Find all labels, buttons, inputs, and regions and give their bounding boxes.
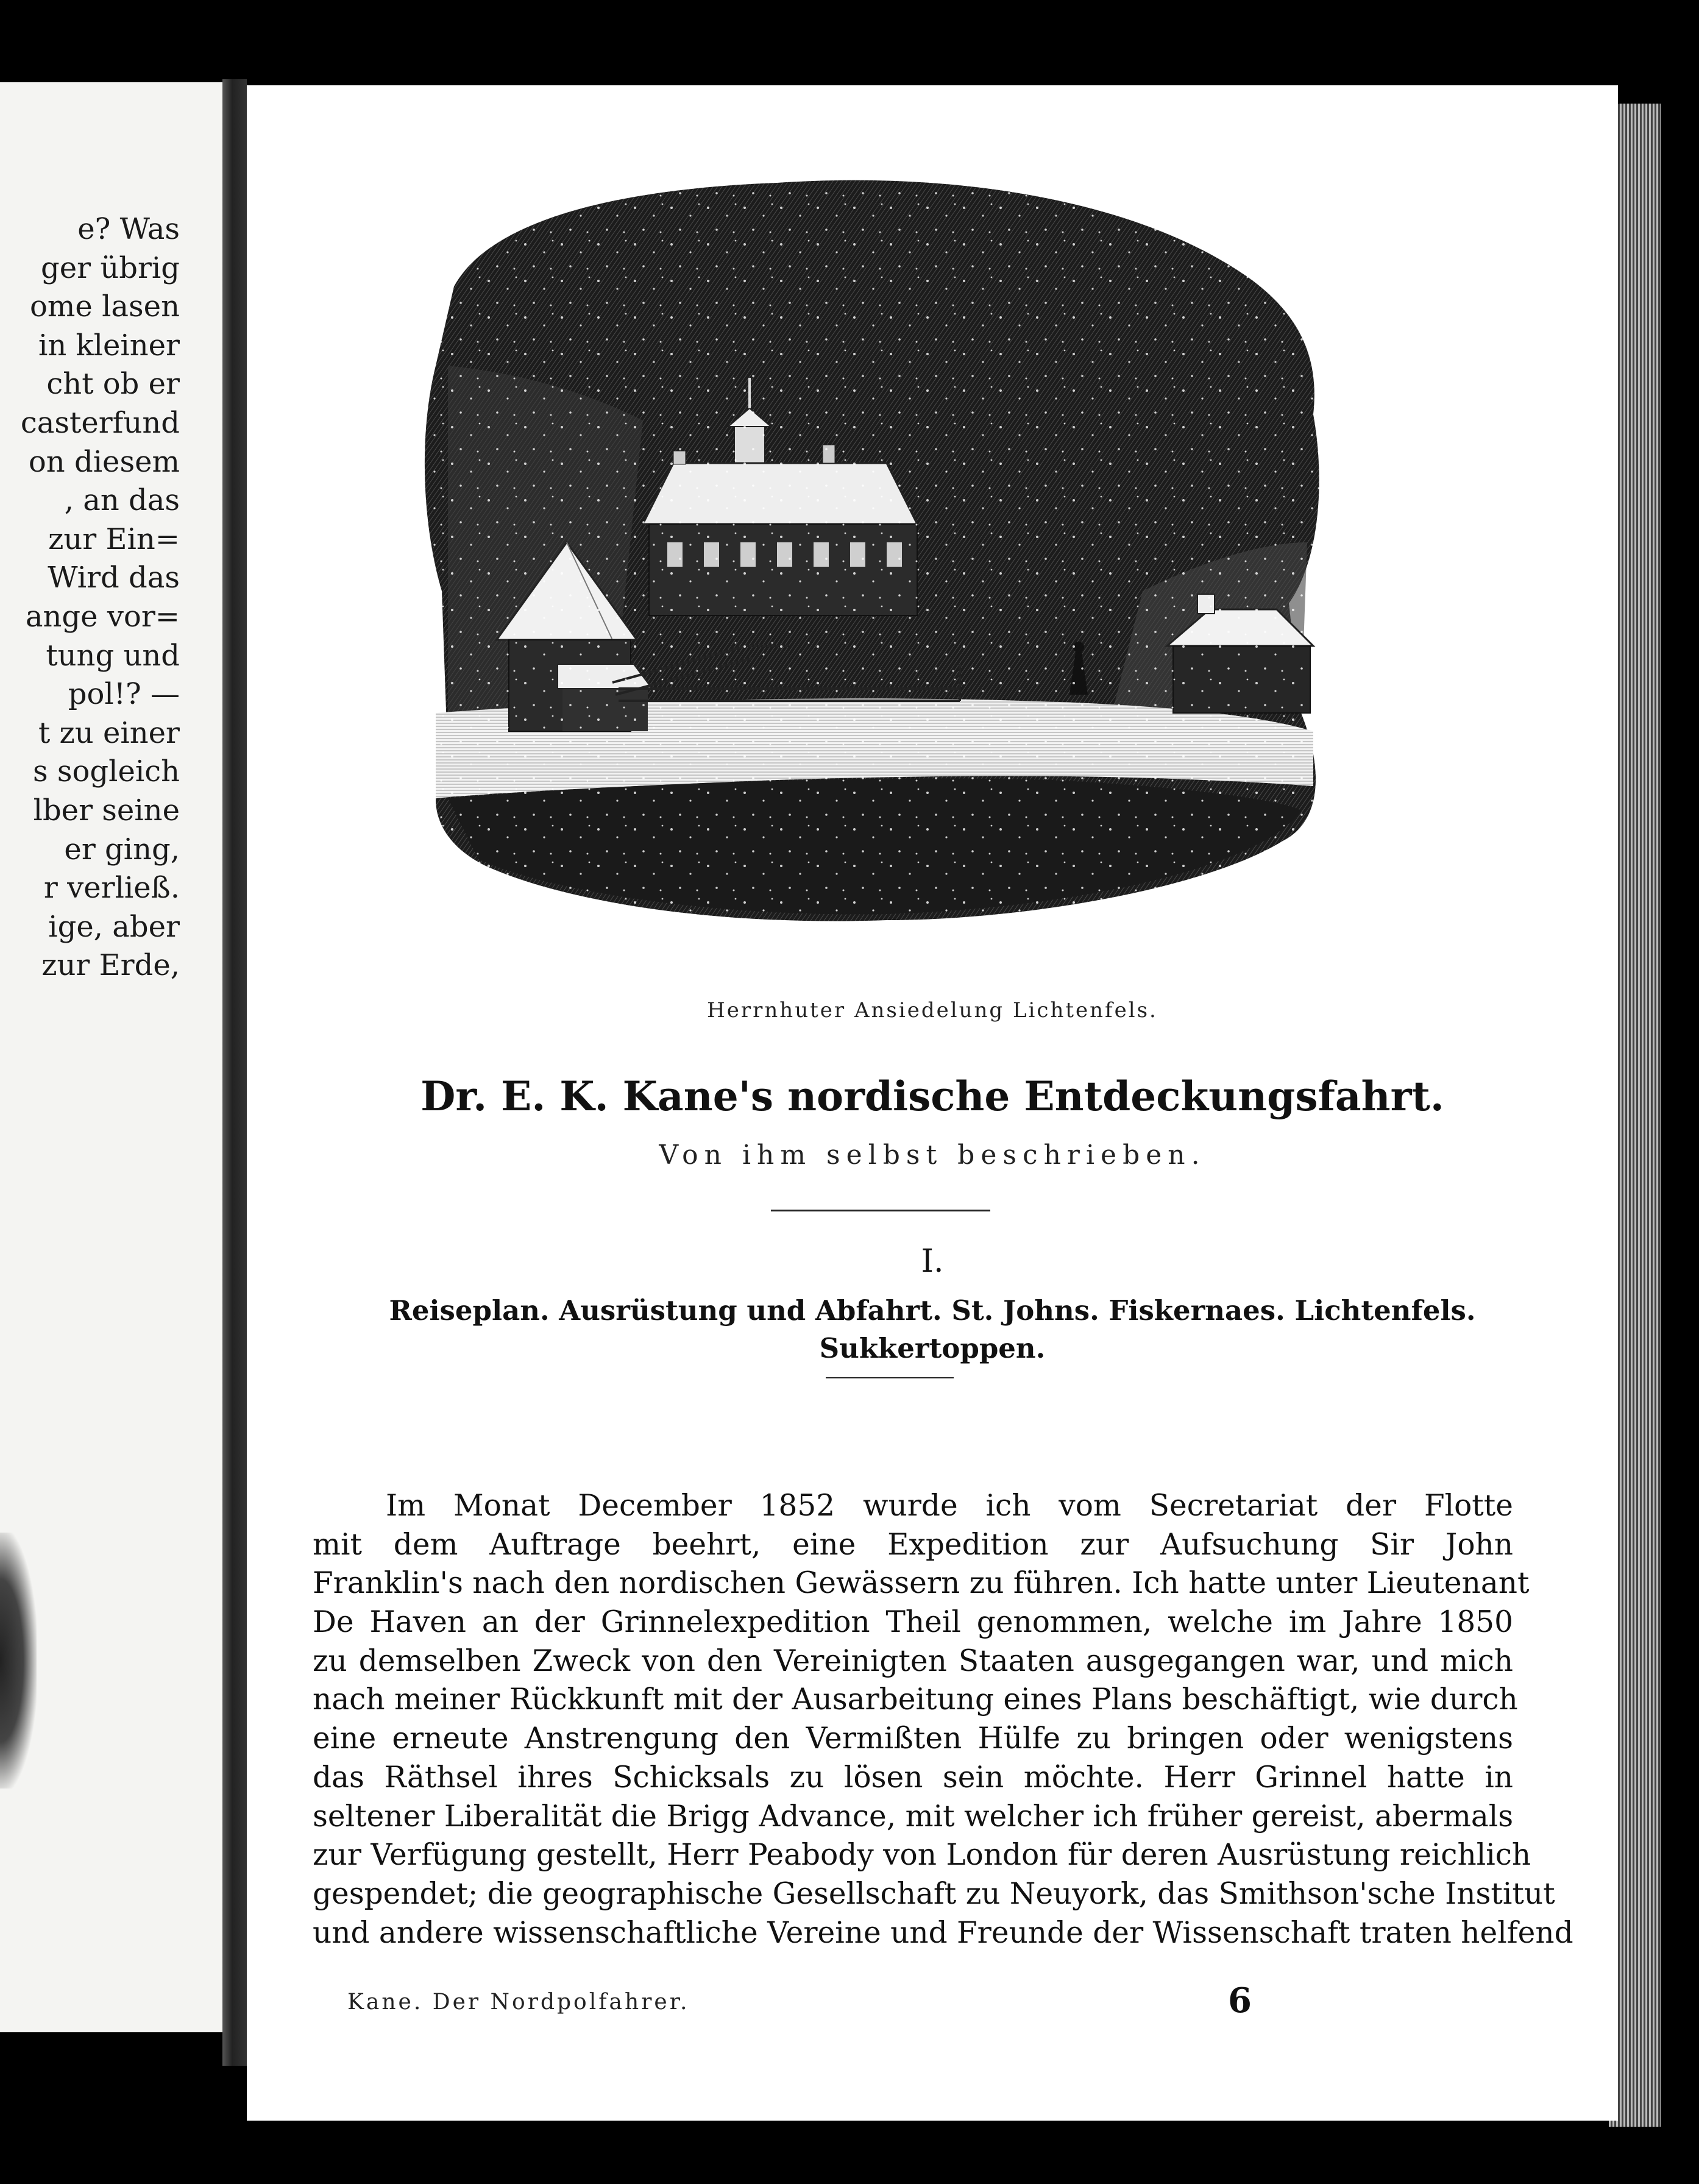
left-line: , an das: [64, 483, 180, 518]
left-line: casterfund: [20, 405, 180, 440]
body-line: zu demselben Zweck von den Vereinigten Staaten ausgegangen war, und mich: [313, 1643, 1513, 1678]
left-line: tung und: [46, 638, 180, 673]
body-line: gespendet; die geographische Gesellschaft zu Neuyork, das Smithson'sche Institut: [313, 1876, 1555, 1911]
signature-mark: 6: [1228, 1980, 1252, 2021]
chapter-heading: Reiseplan. Ausrüstung und Abfahrt. St. Johns. Fiskernaes. Lichtenfels. Sukkertoppen.: [389, 1294, 1476, 1364]
left-line: ome lasen: [30, 289, 180, 324]
body-line: seltener Liberalität die Brigg Advance, mit welcher ich früher gereist, abermals: [313, 1799, 1514, 1834]
title-divider: [771, 1210, 990, 1211]
left-line: in kleiner: [38, 328, 180, 363]
left-line: ange vor=: [25, 599, 180, 634]
book-page: [247, 85, 1618, 2121]
body-text: [313, 1487, 1573, 1952]
left-line: Wird das: [48, 561, 180, 595]
book-gutter: [222, 79, 247, 2066]
left-facing-page: [0, 82, 222, 2032]
left-line: ger übrig: [41, 250, 180, 285]
left-line: lber seine: [33, 793, 180, 828]
left-line: er ging,: [64, 832, 180, 867]
left-line: on diesem: [28, 444, 180, 479]
left-line: pol!? —: [68, 677, 180, 712]
page-title: Dr. E. K. Kane's nordische Entdeckungsfahrt.: [420, 1072, 1444, 1120]
body-line: zur Verfügung gestellt, Herr Peabody von London für deren Ausrüstung reichlich: [313, 1838, 1531, 1873]
body-line: eine erneute Anstrengung den Vermißten Hülfe zu bringen oder wenigstens: [313, 1721, 1513, 1756]
left-line: e? Was: [77, 212, 180, 246]
left-line: t zu einer: [38, 715, 180, 750]
running-title: Kane. Der Nordpolfahrer.: [347, 1990, 690, 2015]
body-line: nach meiner Rückkunft mit der Ausarbeitung eines Plans beschäftigt, wie durch: [313, 1682, 1518, 1717]
left-page-engraving-fragment: [0, 1533, 37, 1789]
left-line: cht ob er: [46, 367, 180, 402]
chapter-number: I.: [921, 1243, 944, 1280]
left-line: ige, aber: [48, 909, 180, 944]
body-line: De Haven an der Grinnelexpedition Theil genommen, welche im Jahre 1850: [313, 1605, 1513, 1640]
left-line: zur Erde,: [41, 948, 180, 983]
body-line: das Räthsel ihres Schicksals zu lösen sein möchte. Herr Grinnel hatte in: [313, 1760, 1513, 1795]
page-subtitle: Von ihm selbst beschrieben.: [659, 1140, 1206, 1171]
illustration-caption: Herrnhuter Ansiedelung Lichtenfels.: [707, 998, 1158, 1023]
body-line: Franklin's nach den nordischen Gewässern zu führen. Ich hatte unter Lieutenant: [313, 1566, 1530, 1601]
left-line: r verließ.: [43, 871, 180, 906]
left-page-text: [21, 210, 180, 985]
left-line: s sogleich: [32, 754, 180, 789]
body-line: Im Monat December 1852 wurde ich vom Secretariat der Flotte: [386, 1489, 1513, 1523]
settlement-engraving: [411, 165, 1374, 1066]
body-line: und andere wissenschaftliche Vereine und Freunde der Wissenschaft traten helfend: [313, 1915, 1573, 1950]
left-line: zur Ein=: [48, 522, 180, 556]
chapter-divider: [826, 1377, 954, 1378]
body-line: mit dem Auftrage beehrt, eine Expedition zur Aufsuchung Sir John: [313, 1527, 1513, 1562]
